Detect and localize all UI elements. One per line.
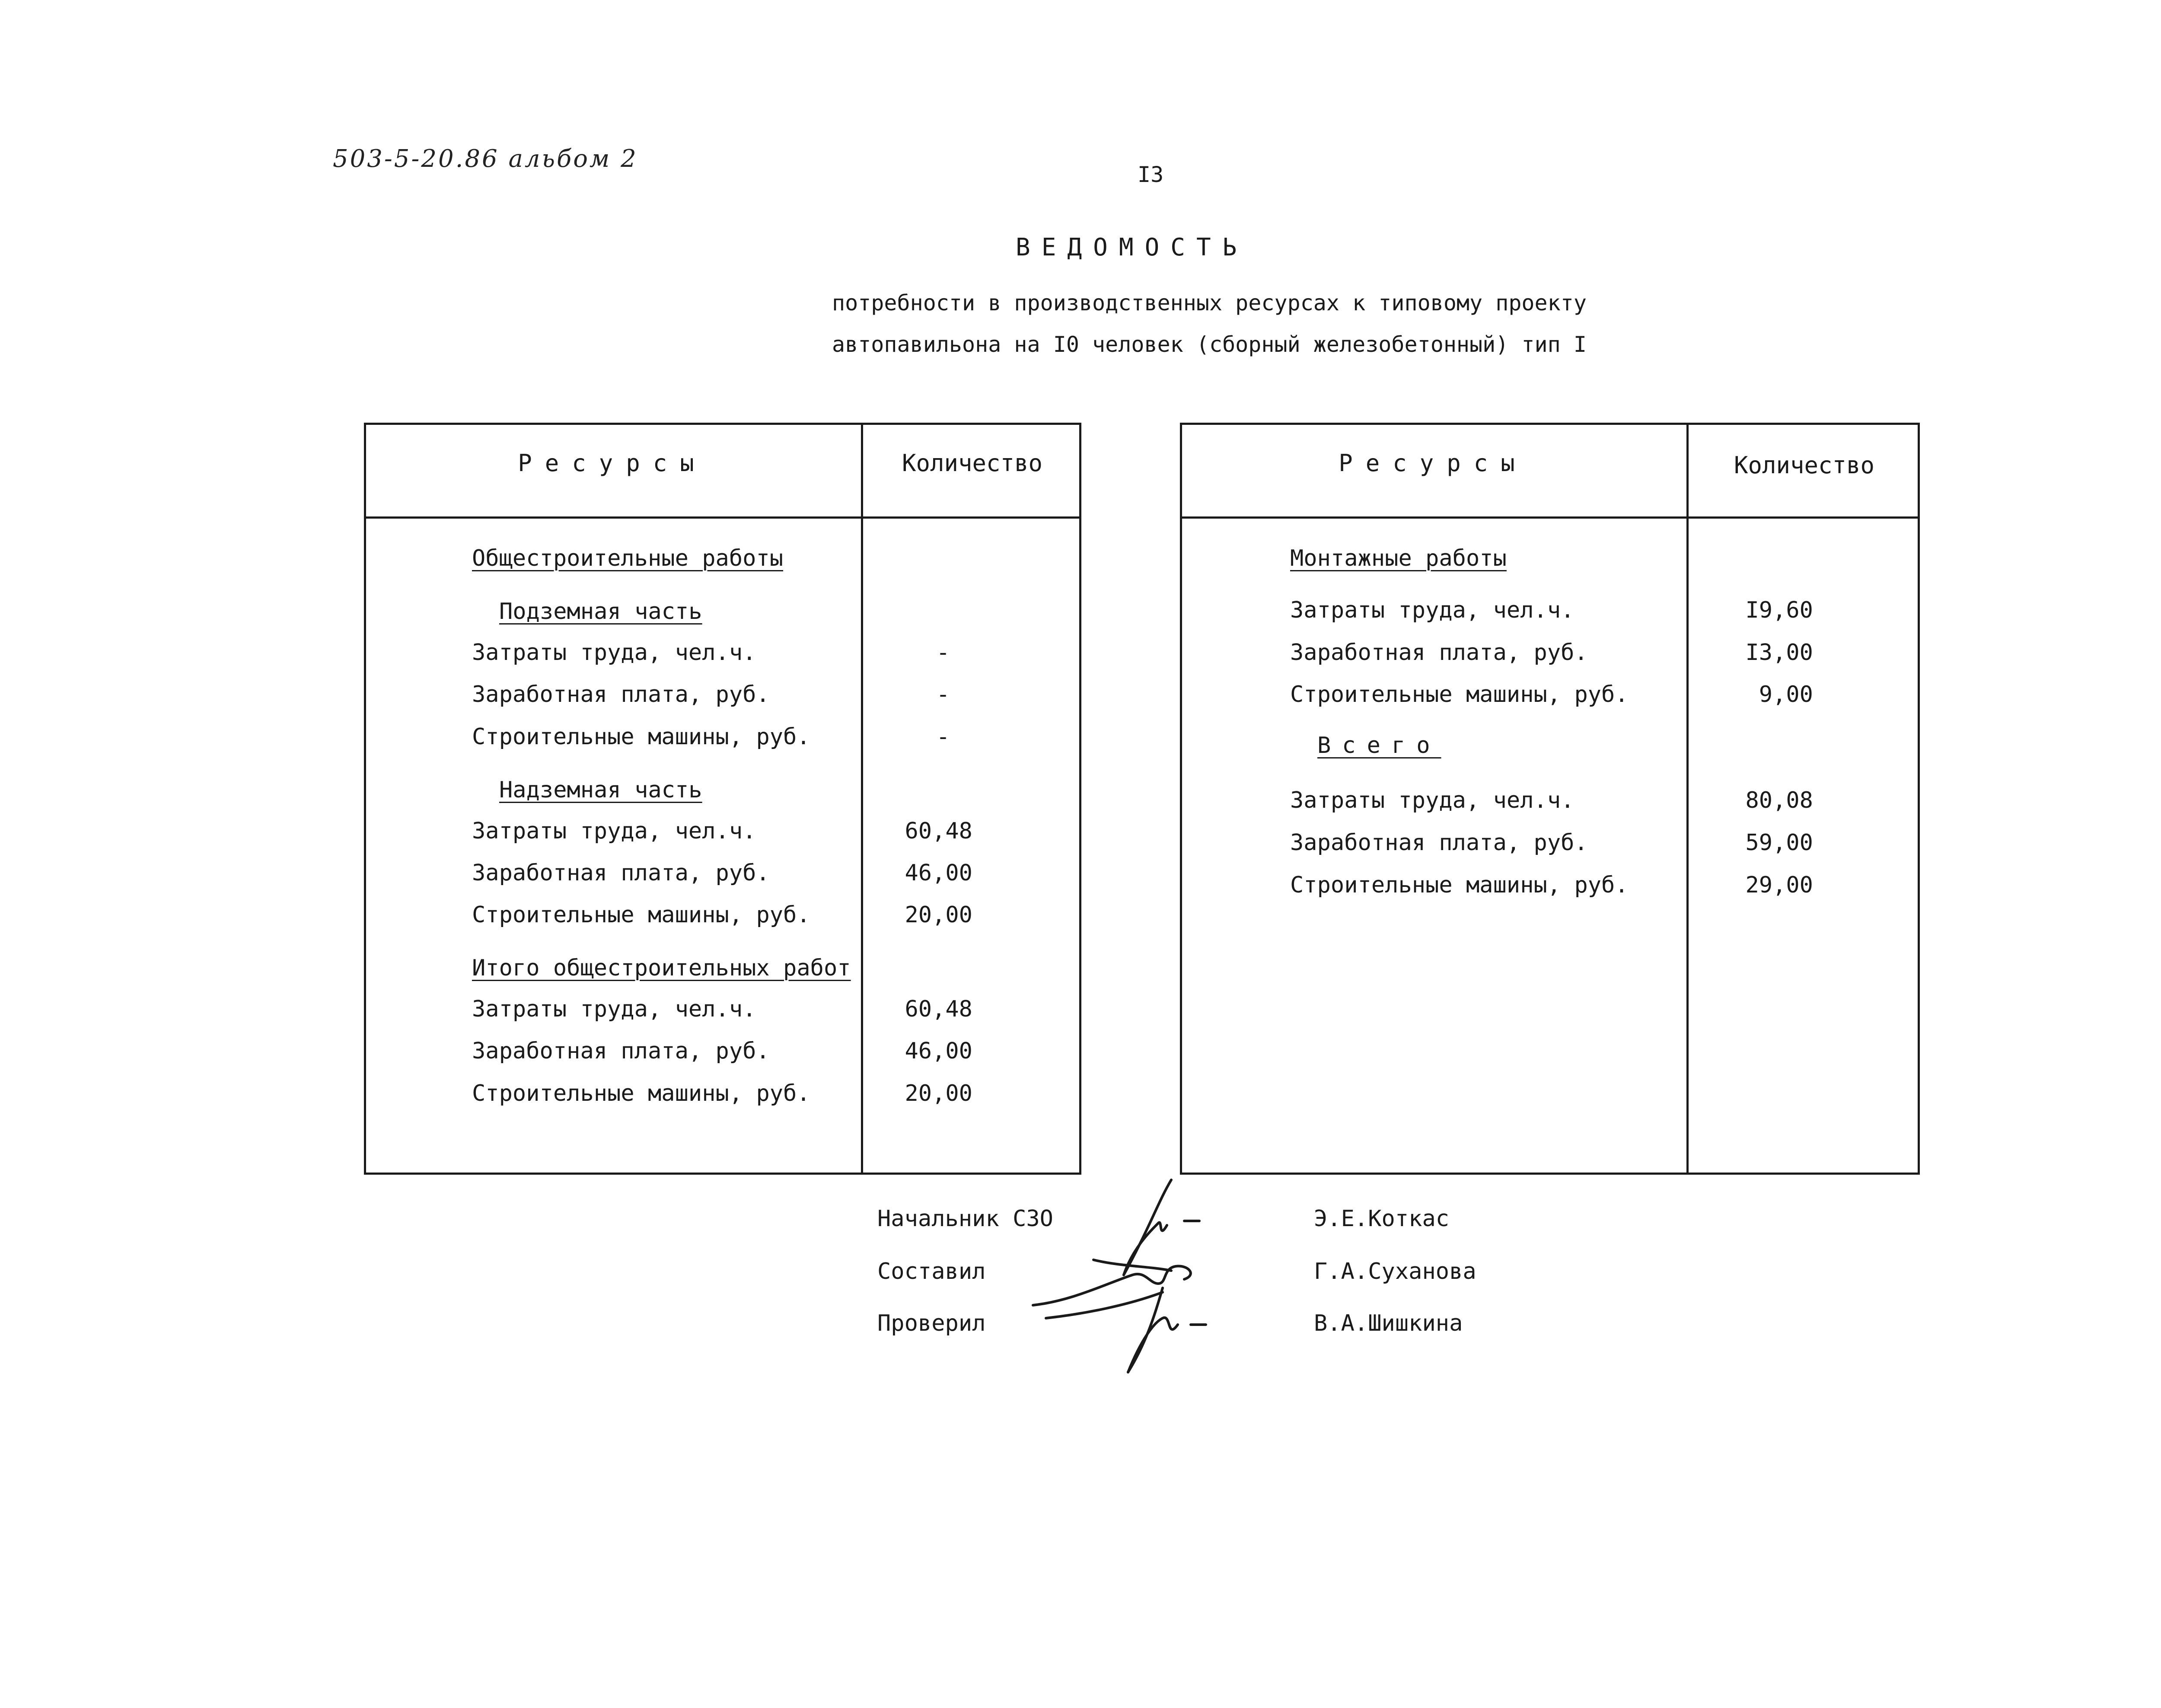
signature-role-checked: Проверил [877,1310,986,1336]
signature-name-head: Э.Е.Коткас [1314,1206,1450,1232]
left-sub1-row-machines-value: - [936,724,950,750]
right-total-row-labor: Затраты труда, чел.ч. [1290,787,1575,813]
right-total-row-wages-value: 59,00 [1745,830,1813,856]
left-total-row-machines: Строительные машины, руб. [472,1080,810,1106]
left-sub1-title: Подземная часть [499,599,702,625]
right-section-row-labor: Затраты труда, чел.ч. [1290,597,1575,623]
left-total-row-labor: Затраты труда, чел.ч. [472,996,756,1022]
right-section-row-machines-value: 9,00 [1759,682,1813,707]
right-header-quantity: Количество [1734,452,1875,479]
subtitle-line-1: потребности в производственных ресурсах к типовому проекту [832,290,1587,315]
left-sub2-row-machines: Строительные машины, руб. [472,902,810,928]
right-total-row-wages: Заработная плата, руб. [1290,830,1588,856]
signature-name-compiled: Г.А.Суханова [1314,1259,1476,1284]
right-section-row-wages-value: I3,00 [1745,640,1813,666]
left-sub2-row-wages: Заработная плата, руб. [472,860,770,886]
left-sub2-row-labor-value: 60,48 [905,818,972,844]
left-total-row-wages: Заработная плата, руб. [472,1038,770,1064]
left-sub2-title: Надземная часть [499,777,702,803]
signature-role-head: Начальник СЗО [877,1206,1053,1232]
left-total-row-labor-value: 60,48 [905,996,972,1022]
signature-name-checked: В.А.Шишкина [1314,1310,1463,1336]
signature-role-compiled: Составил [877,1259,986,1284]
handwritten-signatures [1020,1176,1219,1383]
page-number: I3 [1138,162,1164,187]
left-header-resources: Ресурсы [518,449,707,477]
right-total-row-labor-value: 80,08 [1745,787,1813,813]
page-title: ВЕДОМОСТЬ [1016,233,1248,261]
left-header-quantity: Количество [902,449,1043,477]
right-total-row-machines: Строительные машины, руб. [1290,872,1629,898]
left-total-title: Итого общестроительных работ [472,955,851,981]
right-section-title: Монтажные работы [1290,545,1507,571]
right-section-row-wages: Заработная плата, руб. [1290,640,1588,666]
left-total-row-machines-value: 20,00 [905,1080,972,1106]
left-sub2-row-labor: Затраты труда, чел.ч. [472,818,756,844]
right-section-row-labor-value: I9,60 [1745,597,1813,623]
left-sub1-row-wages-value: - [936,682,950,707]
left-section-title: Общестроительные работы [472,545,784,571]
right-section-row-machines: Строительные машины, руб. [1290,682,1629,707]
document-reference: 503-5-20.86 альбом 2 [333,145,638,173]
left-sub1-row-labor-value: - [936,640,950,666]
right-total-row-machines-value: 29,00 [1745,872,1813,898]
left-sub2-row-wages-value: 46,00 [905,860,972,886]
left-sub1-row-labor: Затраты труда, чел.ч. [472,640,756,666]
left-sub1-row-machines: Строительные машины, руб. [472,724,810,750]
left-sub2-row-machines-value: 20,00 [905,902,972,928]
left-total-row-wages-value: 46,00 [905,1038,972,1064]
right-header-resources: Ресурсы [1339,449,1528,477]
subtitle-line-2: автопавильона на I0 человек (сборный железобетонный) тип I [832,332,1587,357]
right-total-title: Всего [1317,733,1441,758]
left-sub1-row-wages: Заработная плата, руб. [472,682,770,707]
